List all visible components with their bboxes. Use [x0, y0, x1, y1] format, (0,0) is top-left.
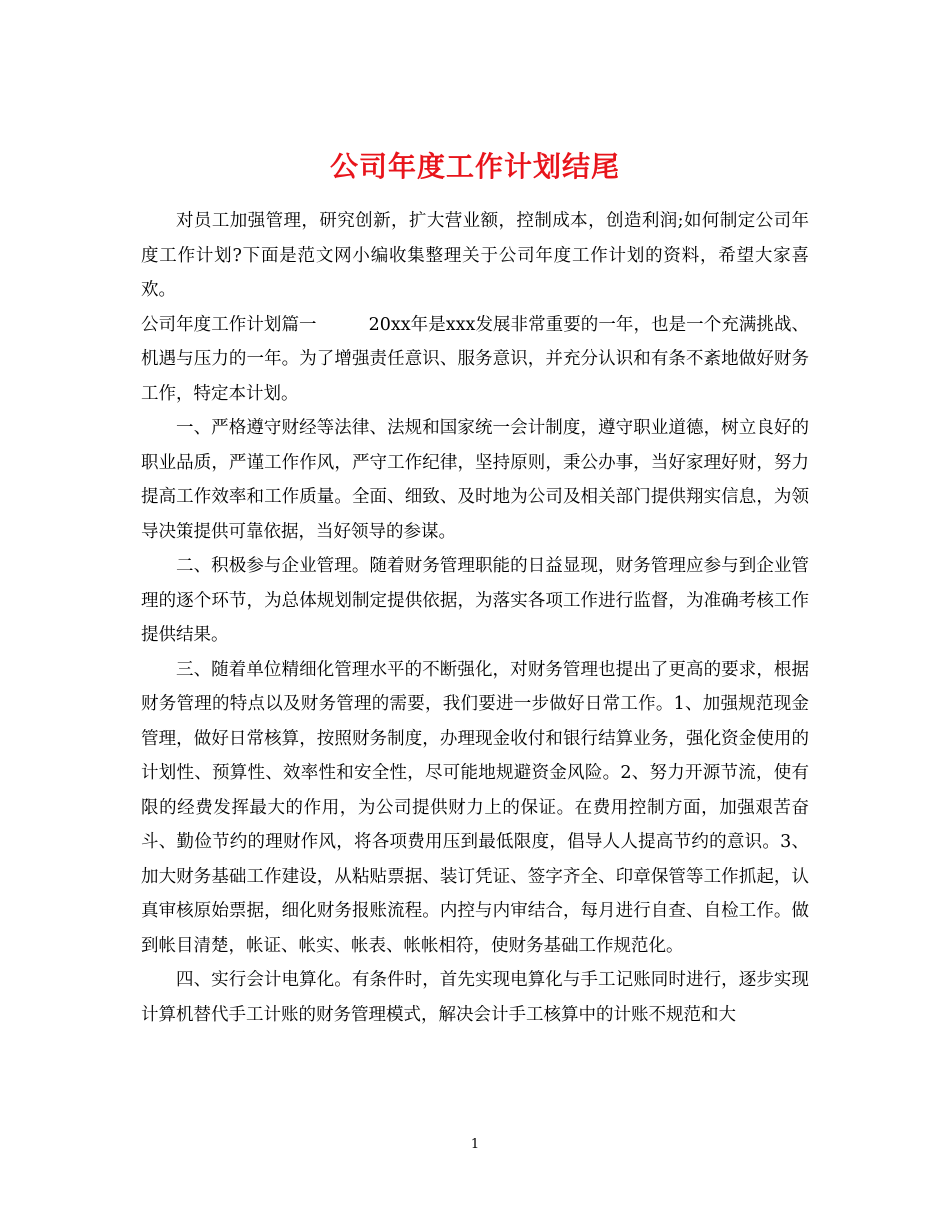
- document-body: [141, 204, 809, 1032]
- section-heading: 公司年度工作计划篇一: [141, 314, 317, 335]
- intro-paragraph: 对员工加强管理，研究创新，扩大营业额，控制成本，创造利润;如何制定公司年度工作计划?下面是范文网小编收集整理关于公司年度工作计划的资料，希望大家喜欢。: [141, 211, 809, 300]
- paragraph-4: 四、实行会计电算化。有条件时，首先实现电算化与手工记账同时进行，逐步实现计算机替代手工计账的财务管理模式，解决会计手工核算中的计账不规范和大: [141, 970, 809, 1025]
- section-paragraph: [141, 308, 809, 412]
- document-title: 公司年度工作计划结尾: [329, 149, 620, 183]
- section-lead: 20xx年是xxx发展非常重要的一年，也是一个充满挑战、机遇与压力的一年。为了增强责任意识、服务意识，并充分认识和有条不紊地做好财务工作，特定本计划。: [141, 314, 809, 404]
- paragraph-1: 一、严格遵守财经等法律、法规和国家统一会计制度，遵守职业道德，树立良好的职业品质，严谨工作作风，严守工作纪律，坚持原则，秉公办事，当好家理好财，努力提高工作效率和工作质量。全面、细致、及时地为公司及相关部门提供翔实信息，为领导决策提供可靠依据，当好领导的参谋。: [141, 418, 809, 542]
- paragraph-2: 二、积极参与企业管理。随着财务管理职能的日益显现，财务管理应参与到企业管理的逐个环节，为总体规划制定提供依据，为落实各项工作进行监督，为准确考核工作提供结果。: [141, 556, 809, 645]
- page-number: 1: [470, 1137, 480, 1152]
- paragraph-3: 三、随着单位精细化管理水平的不断强化，对财务管理也提出了更高的要求，根据财务管理的特点以及财务管理的需要，我们要进一步做好日常工作。1、加强规范现金管理，做好日常核算，按照财务制度，办理现金收付和银行结算业务，强化资金使用的计划性、预算性、效率性和安全性，尽可能地规避资金风险。2、努力开源节流，使有限的经费发挥最大的作用，为公司提供财力上的保证。在费用控制方面，加强艰苦奋斗、勤俭节约的理财作风，将各项费用压到最低限度，倡导人人提高节约的意识。3、加大财务基础工作建设，从粘贴票据、装订凭证、签字齐全、印章保管等工作抓起，认真审核原始票据，细化财务报账流程。内控与内审结合，每月进行自查、自检工作。做到帐目清楚，帐证、帐实、帐表、帐帐相符，使财务基础工作规范化。: [141, 659, 809, 956]
